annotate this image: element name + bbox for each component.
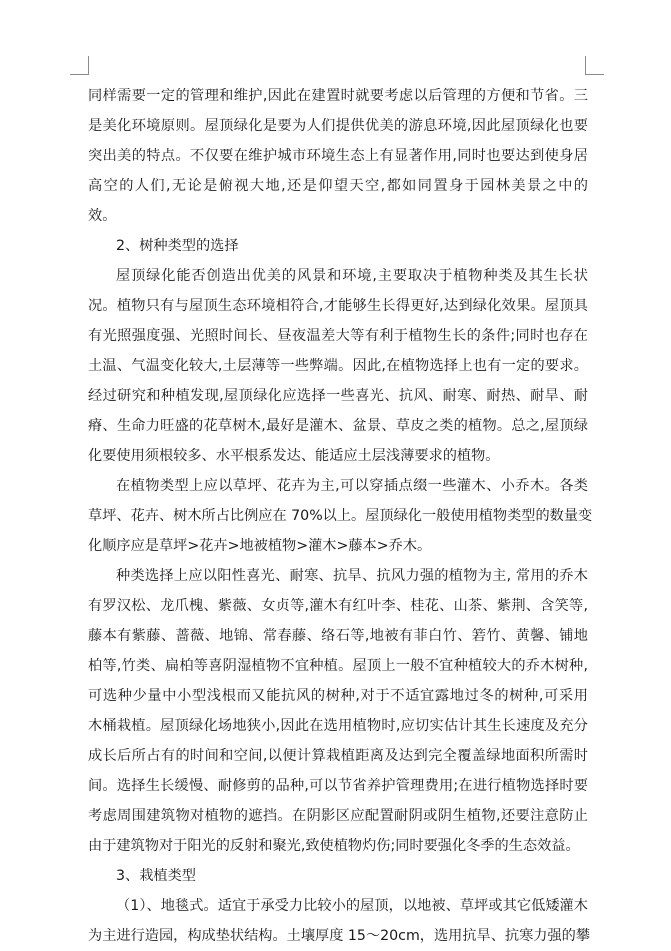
page-corner-mark-left (70, 56, 89, 75)
paragraph-line: 种类选择上应以阳性喜光、耐寒、抗旱、抗风力强的植物为主, 常用的乔木 (116, 568, 588, 584)
paragraph-line: 土温、气温变化较大,土层薄等一些弊端。因此,在植物选择上也有一定的要求。 (88, 358, 588, 374)
paragraph-line: 间。选择生长缓慢、耐修剪的品种,可以节省养护管理费用;在进行植物选择时要 (88, 778, 588, 794)
paragraph-line: 况。植物只有与屋顶生态环境相符合,才能够生长得更好,达到绿化效果。屋顶具 (88, 298, 588, 314)
paragraph-line: 藤本有紫藤、蔷薇、地锦、常春藤、络石等,地被有菲白竹、箬竹、黄馨、铺地 (88, 628, 588, 644)
paragraph-line: 在植物类型上应以草坪、花卉为主,可以穿插点缀一些灌木、小乔木。各类 (116, 478, 588, 494)
paragraph-line: 高空的人们,无论是俯视大地,还是仰望天空,都如同置身于园林美景之中的 (88, 178, 588, 194)
document-body (88, 81, 593, 951)
section-heading: 3、栽植类型 (116, 868, 196, 884)
paragraph-line: 考虑周围建筑物对植物的遮挡。在阴影区应配置耐阴或阴生植物,还要注意防止 (88, 808, 588, 824)
paragraph-line: 瘠、生命力旺盛的花草树木,最好是灌木、盆景、草皮之类的植物。总之,屋顶绿 (88, 418, 588, 434)
paragraph-line: 化要使用须根较多、水平根系发达、能适应土层浅薄要求的植物。 (88, 448, 500, 464)
paragraph-line: 屋顶绿化能否创造出优美的风景和环境,主要取决于植物种类及其生长状 (116, 268, 588, 284)
paragraph-line: 木桶栽植。屋顶绿化场地狭小,因此在选用植物时,应切实估计其生长速度及充分 (88, 718, 588, 734)
paragraph-line: 草坪、花卉、树木所占比例应在 70%以上。屋顶绿化一般使用植物类型的数量变 (88, 508, 593, 524)
paragraph-line: 有罗汉松、龙爪槐、紫薇、女贞等,灌木有红叶李、桂花、山茶、紫荆、含笑等, (88, 598, 588, 614)
paragraph-line: 由于建筑物对于阳光的反射和聚光,致使植物灼伤;同时要强化冬季的生态效益。 (88, 838, 580, 854)
paragraph-line: 可选种少量中小型浅根而又能抗风的树种,对于不适宜露地过冬的树种,可采用 (88, 688, 588, 704)
paragraph-line: 效。 (88, 208, 117, 224)
paragraph-line: 为主进行造园，构成垫状结构。土壤厚度 15～20cm，选用抗旱、抗寒力强的攀 (88, 928, 591, 944)
paragraph-line: 有光照强度强、光照时间长、昼夜温差大等有利于植物生长的条件;同时也存在 (88, 328, 588, 344)
paragraph-line: 成长后所占有的时间和空间,以便计算栽植距离及达到完全覆盖绿地面积所需时 (88, 748, 588, 764)
paragraph-line: 同样需要一定的管理和维护,因此在建置时就要考虑以后管理的方便和节省。三 (88, 88, 588, 104)
paragraph-line: 经过研究和种植发现,屋顶绿化应选择一些喜光、抗风、耐寒、耐热、耐旱、耐 (88, 388, 588, 404)
paragraph-line: （1）、地毯式。适宜于承受力比较小的屋顶，以地被、草坪或其它低矮灌木 (116, 898, 588, 914)
page-corner-mark-right (585, 56, 604, 75)
paragraph-line: 柏等,竹类、扁柏等喜阴湿植物不宜种植。屋顶上一般不宜种植较大的乔木树种, (88, 658, 588, 674)
paragraph-line: 化顺序应是草坪>花卉>地被植物>灌木>藤本>乔木。 (88, 538, 432, 554)
paragraph-line: 突出美的特点。不仅要在维护城市环境生态上有显著作用,同时也要达到使身居 (88, 148, 588, 164)
section-heading: 2、树种类型的选择 (116, 238, 239, 254)
paragraph-line: 是美化环境原则。屋顶绿化是要为人们提供优美的游息环境,因此屋顶绿化也要 (88, 118, 588, 134)
